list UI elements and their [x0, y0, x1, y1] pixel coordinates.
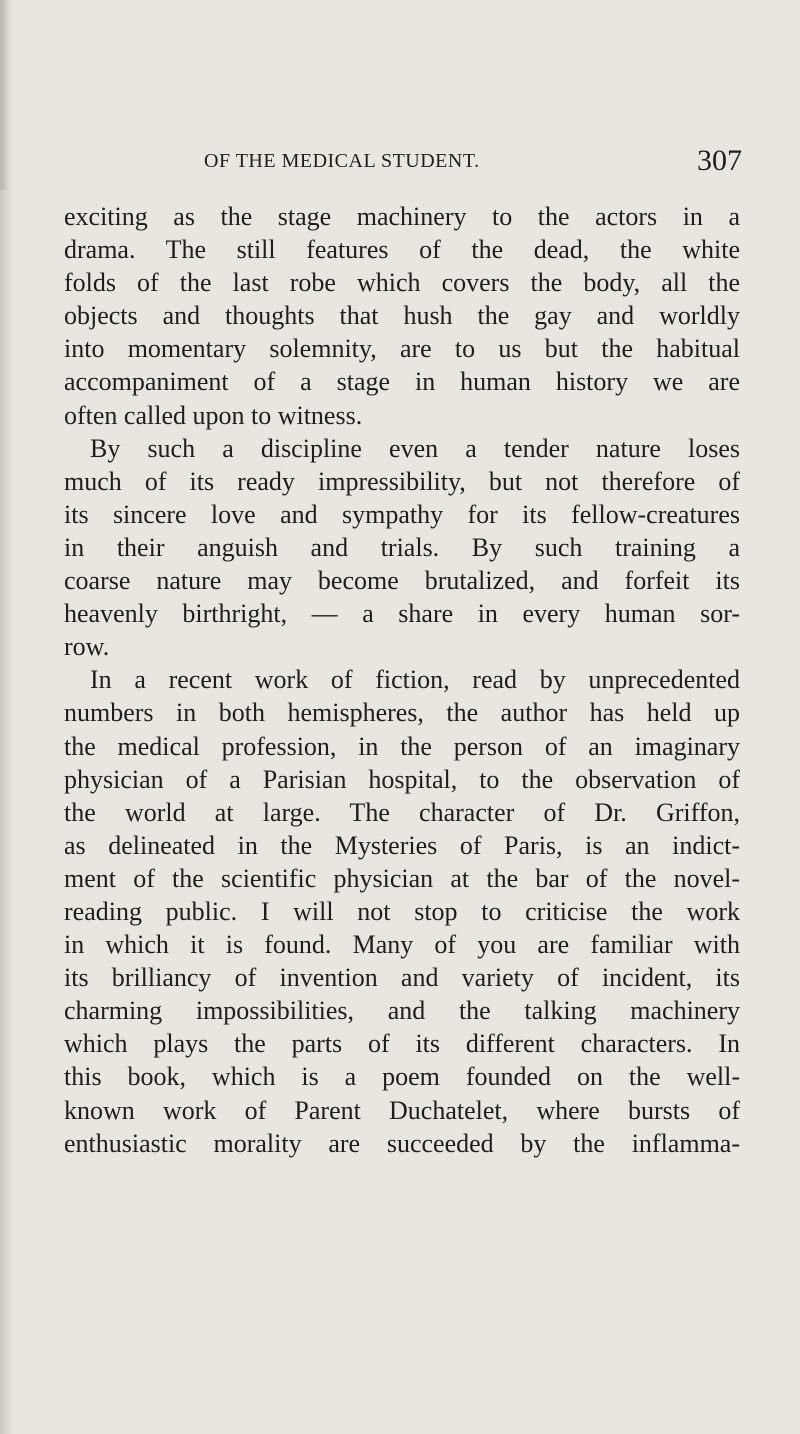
page-fold-shadow [0, 0, 8, 190]
running-title: OF THE MEDICAL STUDENT. [204, 150, 480, 172]
text-line: charming impossibilities, and the talking machinery [64, 996, 740, 1026]
text-line: heavenly birthright, — a share in every human sor- [64, 599, 740, 629]
text-line: much of its ready impressibility, but not therefore of [64, 466, 740, 496]
text-line: the world at large. The character of Dr. Griffon, [64, 797, 740, 827]
text-line: which plays the parts of its different characters. In [64, 1029, 740, 1059]
text-line: enthusiastic morality are succeeded by the inflamma- [64, 1128, 740, 1158]
text-line: numbers in both hemispheres, the author has held up [64, 698, 740, 728]
text-line: in their anguish and trials. By such training a [64, 532, 740, 562]
text-line: exciting as the stage machinery to the actors in a [64, 202, 740, 231]
text-line: row. [64, 632, 110, 662]
text-line: this book, which is a poem founded on the well- [64, 1062, 740, 1092]
text-line: drama. The still features of the dead, the white [64, 235, 740, 265]
text-line: its brilliancy of invention and variety of incident, its [64, 963, 740, 993]
running-head [204, 144, 742, 184]
text-line: as delineated in the Mysteries of Paris, is an indict- [64, 830, 740, 860]
text-line: coarse nature may become brutalized, and forfeit its [64, 566, 740, 596]
text-line: folds of the last robe which covers the body, all the [64, 268, 740, 298]
page-edge-shadow [0, 0, 14, 1434]
text-line: reading public. I will not stop to criticise the work [64, 896, 740, 926]
text-line: into momentary solemnity, are to us but the habitual [64, 334, 740, 364]
page-number: 307 [697, 144, 742, 177]
text-line: In a recent work of fiction, read by unprecedented [90, 665, 740, 695]
text-line: physician of a Parisian hospital, to the observation of [64, 764, 740, 794]
text-line: By such a discipline even a tender nature loses [90, 433, 740, 463]
text-line: accompaniment of a stage in human history we are [64, 367, 740, 397]
text-line: known work of Parent Duchatelet, where bursts of [64, 1095, 740, 1125]
text-line: its sincere love and sympathy for its fellow-creatures [64, 499, 740, 529]
text-line: objects and thoughts that hush the gay and worldly [64, 301, 740, 331]
body-text [64, 200, 740, 1160]
text-line: in which it is found. Many of you are familiar with [64, 930, 740, 960]
text-line: the medical profession, in the person of an imaginary [64, 731, 740, 761]
text-line: ment of the scientific physician at the bar of the novel- [64, 863, 740, 893]
text-line: often called upon to witness. [64, 400, 363, 430]
